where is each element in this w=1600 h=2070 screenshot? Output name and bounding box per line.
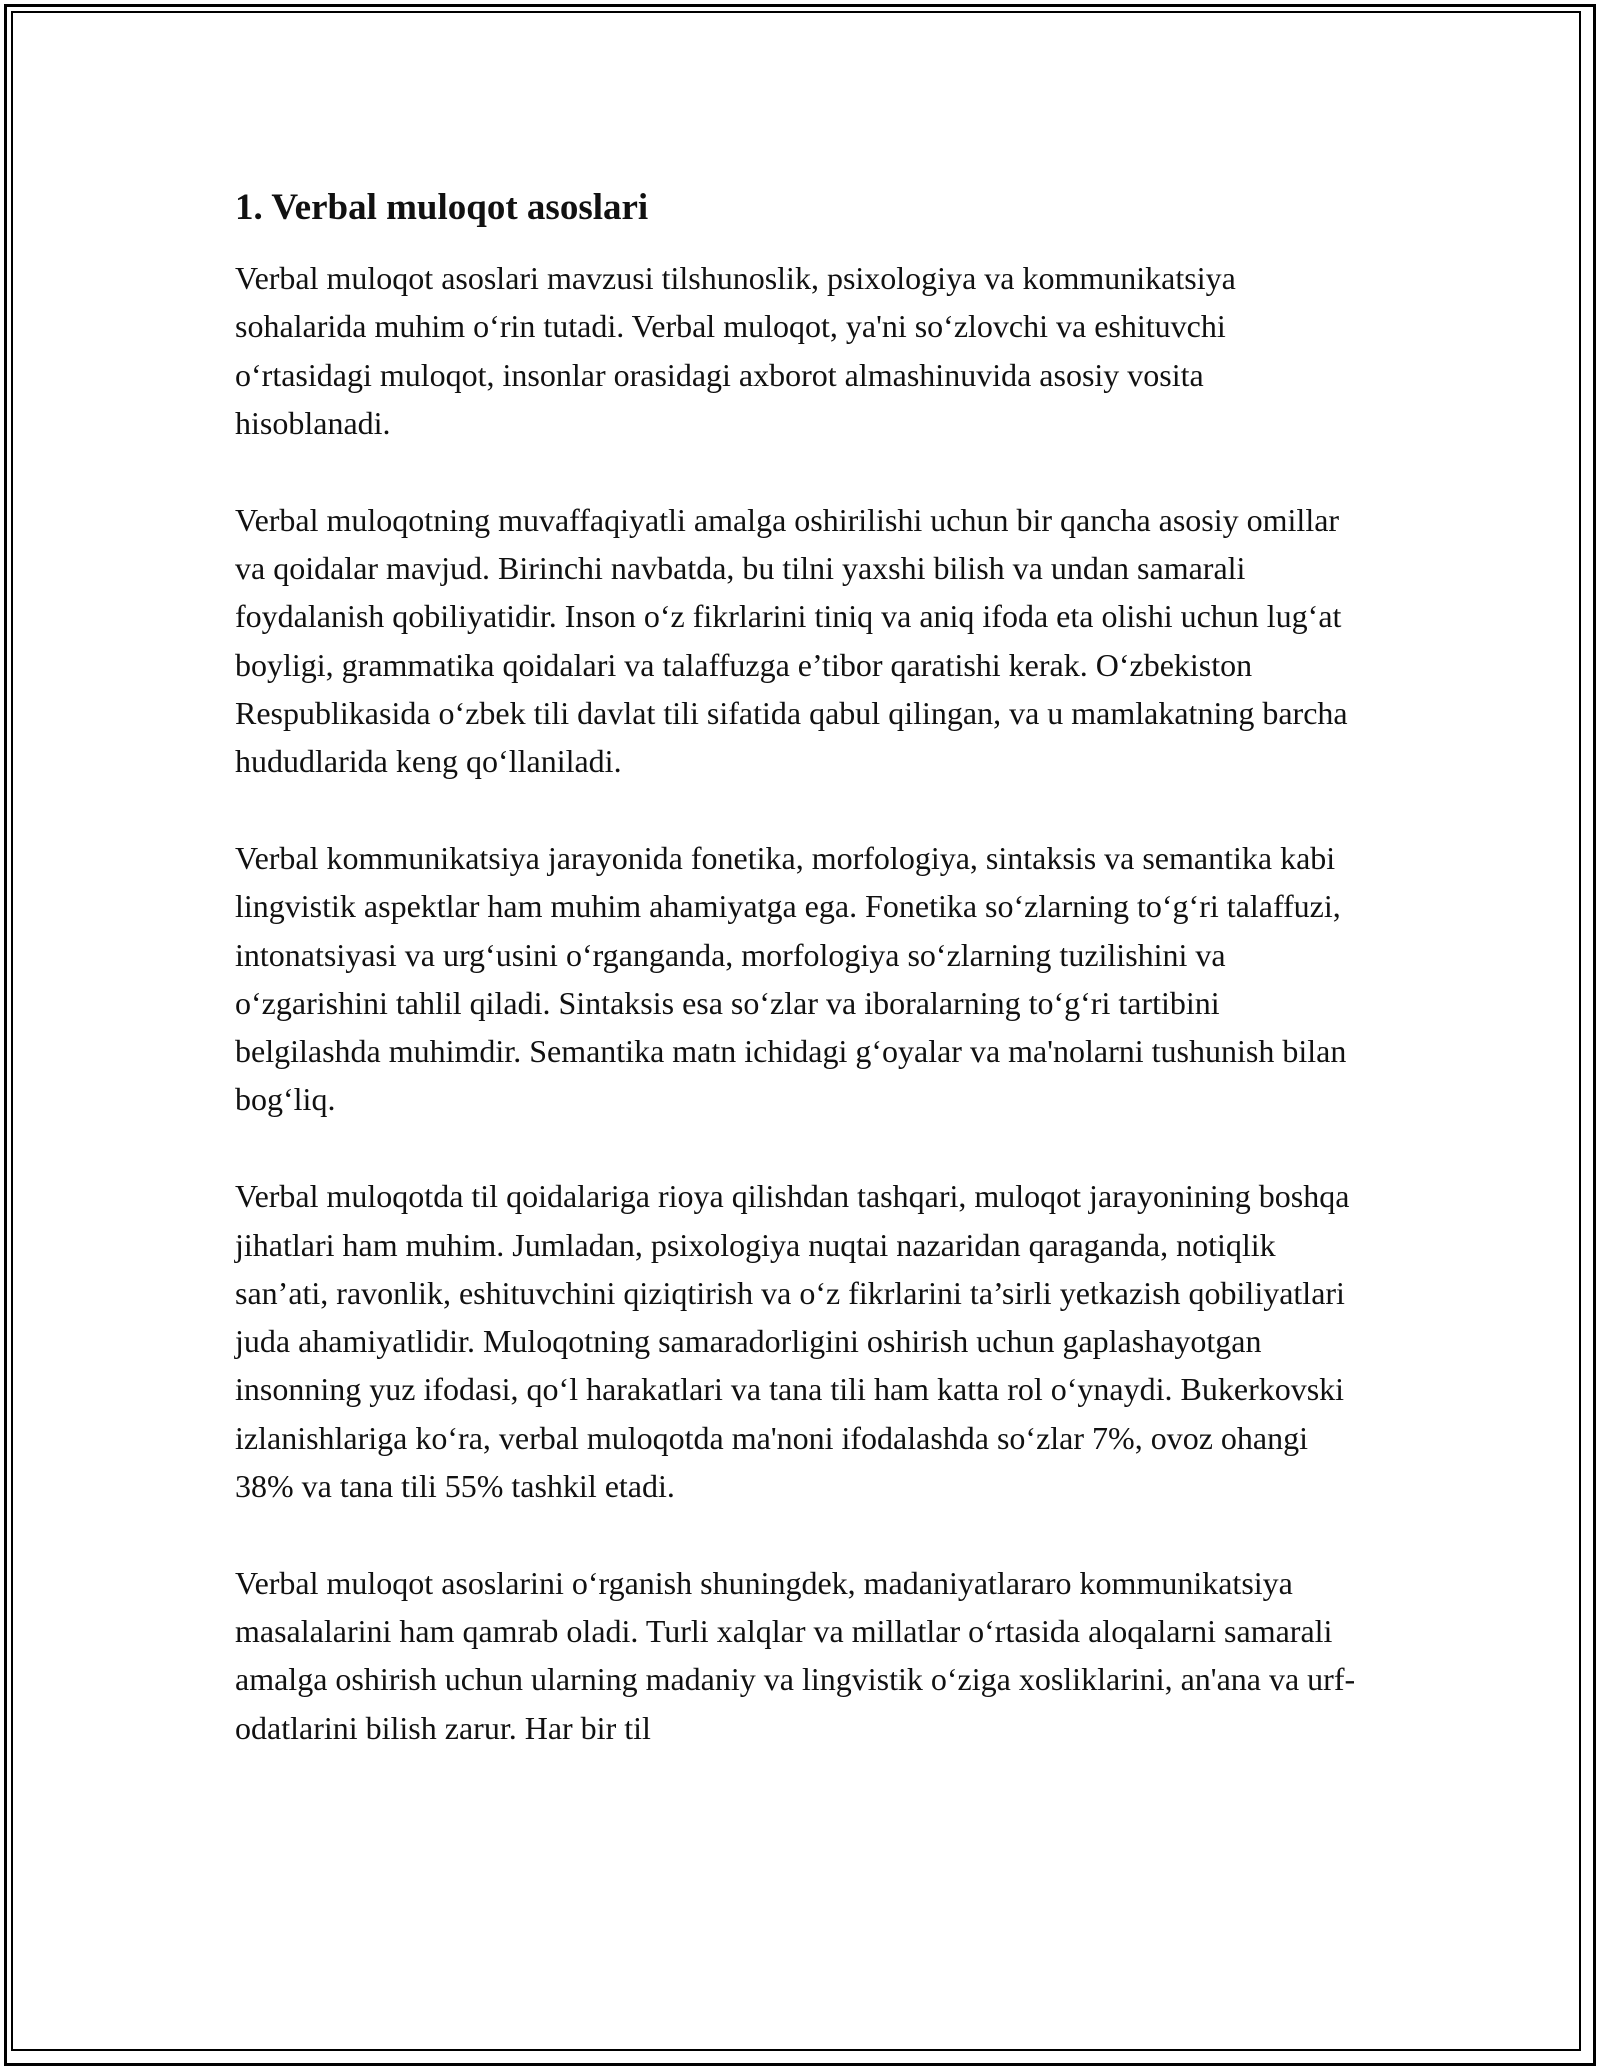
section-heading: 1. Verbal muloqot asoslari <box>235 187 649 228</box>
paragraph-psychology: Verbal muloqotda til qoidalariga rioya qilishdan tashqari, muloqot jarayonining boshqa jihatlari ham muhim. Jumladan, psixologiya nuqtai nazaridan qaraganda, notiqlik san’ati, ravonlik, eshituvchini qiziqtirish va o‘z fikrlarini ta’sirli yetkazish qobiliyatlari juda ahamiyatlidir. Muloqotning samaradorligini oshirish uchun gaplashayotgan insonning yuz ifodasi, qo‘l harakatlari va tana tili ham katta rol o‘ynaydi. Bukerkovski izlanishlariga ko‘ra, verbal muloqotda ma'noni ifodalashda so‘zlar 7%, ovoz ohangi 38% va tana tili 55% tashkil etadi. <box>235 1178 1350 1505</box>
paragraph-linguistic-aspects: Verbal kommunikatsiya jarayonida fonetika, morfologiya, sintaksis va semantika kabi lingvistik aspektlar ham muhim ahamiyatga ega. Fonetika so‘zlarning to‘g‘ri talaffuzi, intonatsiyasi va urg‘usini o‘rganganda, morfologiya so‘zlarning tuzilishini va o‘zgarishini tahlil qiladi. Sintaksis esa so‘zlar va iboralarning to‘g‘ri tartibini belgilashda muhimdir. Semantika matn ichidagi g‘oyalar va ma'nolarni tushunish bilan bog‘liq. <box>235 839 1347 1118</box>
paragraph-intercultural: Verbal muloqot asoslarini o‘rganish shuningdek, madaniyatlararo kommunikatsiya masalalarini ham qamrab oladi. Turli xalqlar va millatlar o‘rtasida aloqalarni samarali amalga oshirish uchun ularning madaniy va lingvistik o‘ziga xosliklarini, an'ana va urf-odatlarini bilish zarur. Har bir til <box>235 1564 1356 1746</box>
paragraph-language-skills: Verbal muloqotning muvaffaqiyatli amalga oshirilishi uchun bir qancha asosiy omillar va qoidalar mavjud. Birinchi navbatda, bu tilni yaxshi bilish va undan samarali foydalanish qobiliyatidir. Inson o‘z fikrlarini tiniq va aniq ifoda eta olishi uchun lug‘at boyligi, grammatika qoidalari va talaffuzga e’tibor qaratishi kerak. O‘zbekiston Respublikasida o‘zbek tili davlat tili sifatida qabul qilingan, va u mamlakatning barcha hududlarida keng qo‘llaniladi. <box>235 501 1348 780</box>
paragraph-intro: Verbal muloqot asoslari mavzusi tilshunoslik, psixologiya va kommunikatsiya sohalarida muhim o‘rin tutadi. Verbal muloqot, ya'ni so‘zlovchi va eshituvchi o‘rtasidagi muloqot, insonlar orasidagi axborot almashinuvida asosiy vosita hisoblanadi. <box>235 260 1236 441</box>
document-body <box>235 184 1365 1801</box>
